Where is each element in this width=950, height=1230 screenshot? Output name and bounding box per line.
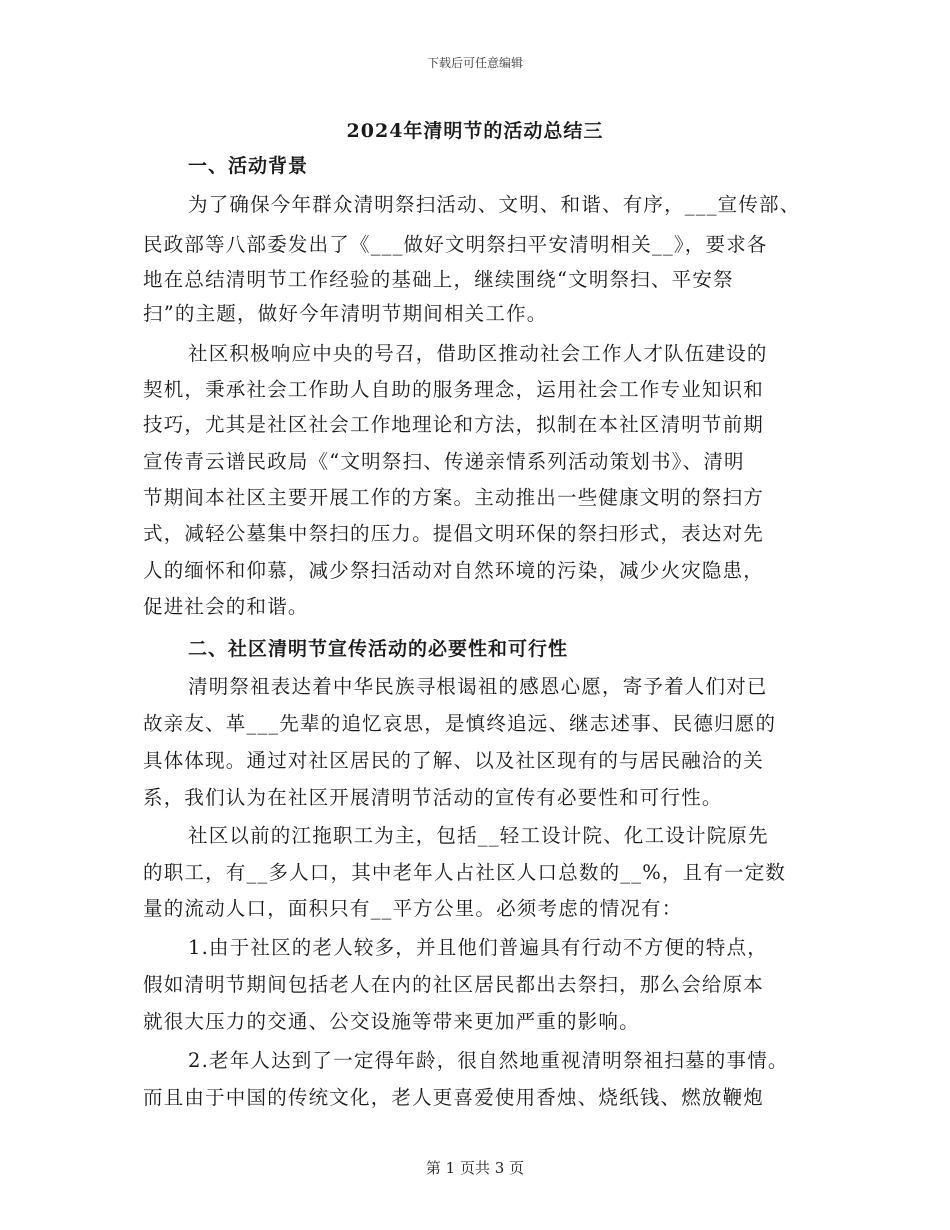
paragraph-line: 清明祭祖表达着中华民族寻根谒祖的感恩心愿，寄予着人们对已	[188, 675, 768, 698]
paragraph-line: 地在总结清明节工作经验的基础上，继续围绕“文明祭扫、平安祭	[143, 268, 734, 291]
paragraph-line: 宣传青云谱民政局《“文明祭扫、传递亲情系列活动策划书》、清明	[143, 450, 745, 473]
paragraph-line: 社区以前的江拖职工为主，包括__轻工设计院、化工设计院原先	[188, 824, 769, 847]
paragraph-line: 的职工，有__多人口，其中老年人占社区人口总数的__%，且有一定数	[143, 861, 787, 884]
paragraph-line: 技巧，尤其是社区社会工作地理论和方法，拟制在本社区清明节前期	[143, 413, 765, 436]
paragraph-line: 量的流动人口，面积只有__平方公里。必须考虑的情况有：	[143, 897, 683, 920]
paragraph-line: 为了确保今年群众清明祭扫活动、文明、和谐、有序，___宣传部、	[188, 193, 801, 216]
paragraph-line: 而且由于中国的传统文化，老人更喜爱使用香烛、烧纸钱、燃放鞭炮	[143, 1086, 765, 1109]
section-heading: 一、活动背景	[188, 155, 309, 177]
paragraph-line: 式，减轻公墓集中祭扫的压力。提倡文明环保的祭扫形式，表达对先	[143, 522, 765, 545]
paragraph-line: 人的缅怀和仰慕，减少祭扫活动对自然环境的污染，减少火灾隐患，	[143, 559, 765, 582]
section-heading: 二、社区清明节宣传活动的必要性和可行性	[188, 638, 569, 660]
paragraph-line: 故亲友、革___先辈的追忆哀思，是慎终追远、继志述事、民德归愿的	[143, 712, 777, 735]
paragraph-line: 节期间本社区主要开展工作的方案。主动推出一些健康文明的祭扫方	[143, 486, 765, 509]
document-title: 2024年清明节的活动总结三	[346, 120, 604, 142]
paragraph-line: 民政部等八部委发出了《___做好文明祭扫平安清明相关__》，要求各	[143, 233, 768, 256]
paragraph-line: 契机，秉承社会工作助人自助的服务理念，运用社会工作专业知识和	[143, 378, 765, 401]
paragraph-line: 就很大压力的交通、公交设施等带来更加严重的影响。	[143, 1010, 640, 1033]
paragraph-line: 2.老年人达到了一定得年龄，很自然地重视清明祭祖扫墓的事情。	[188, 1049, 789, 1072]
paragraph-line: 假如清明节期间包括老人在内的社区居民都出去祭扫，那么会给原本	[143, 973, 765, 996]
paragraph-line: 系，我们认为在社区开展清明节活动的宣传有必要性和可行性。	[143, 786, 723, 809]
paragraph-line: 扫”的主题，做好今年清明节期间相关工作。	[143, 302, 548, 325]
paragraph-line: 具体体现。通过对社区居民的了解、以及社区现有的与居民融洽的关	[143, 749, 765, 772]
paragraph-line: 促进社会的和谐。	[143, 595, 309, 618]
page-footer: 第 1 页共 3 页	[425, 1159, 525, 1177]
paragraph-line: 1.由于社区的老人较多，并且他们普遍具有行动不方便的特点，	[188, 936, 768, 959]
paragraph-line: 社区积极响应中央的号召，借助区推动社会工作人才队伍建设的	[188, 342, 768, 365]
page-header: 下载后可任意编辑	[426, 56, 523, 70]
